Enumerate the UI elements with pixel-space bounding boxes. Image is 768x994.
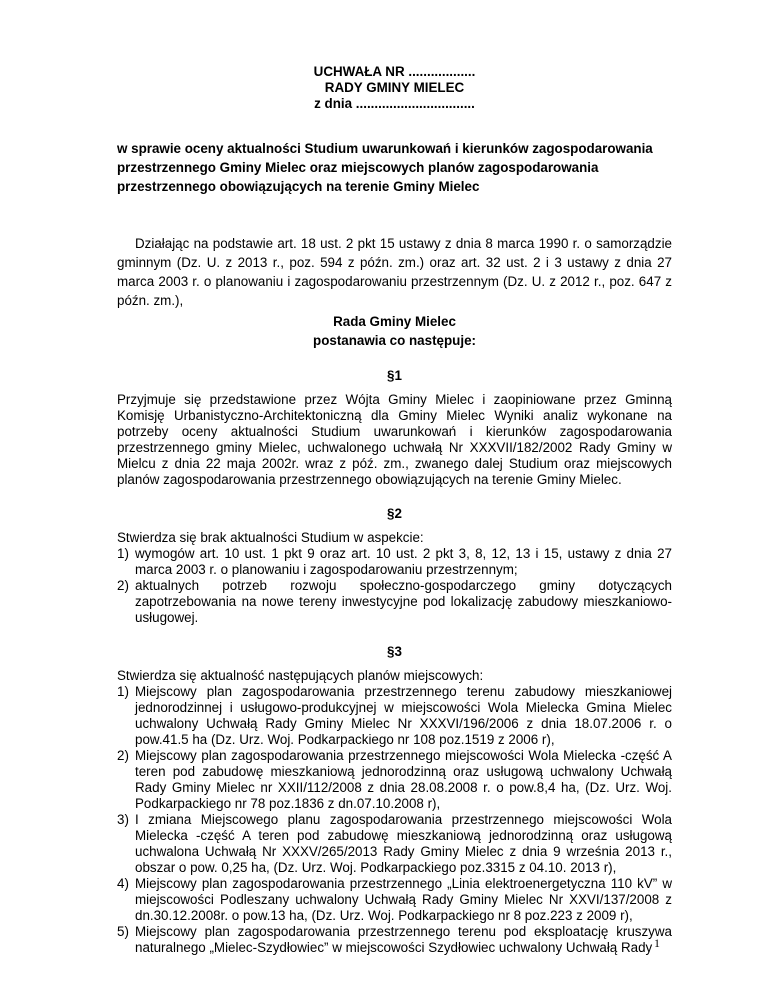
council-decision: [117, 312, 672, 350]
list-item: [117, 684, 672, 748]
list-item: [117, 578, 672, 626]
list-item: [117, 748, 672, 812]
section-3-list: [117, 684, 672, 956]
section-1-text: Przyjmuje się przedstawione przez Wójta Gminy Mielec i zaopiniowane przez Gminną Komisję Urbanistyczno-Architektoniczną dla Gminy Mielec Wyniki analiz wykonane na potrzeby oceny aktualności Studium uwarunkowań i kierunków zagospodarowania przestrzennego gminy Mielec, uchwalonego uchwałą Nr XXXVII/182/2002 Rady Gminy w Mielcu z dnia 22 maja 2002r. wraz z póź. zm., zwanego dalej Studium oraz miejscowych planów zagospodarowania przestrzennego obowiązujących na terenie Gminy Mielec.: [117, 392, 672, 487]
legal-basis-paragraph: Działając na podstawie art. 18 ust. 2 pkt 15 ustawy z dnia 8 marca 1990 r. o samorządzie gminnym (Dz. U. z 2013 r., poz. 594 z późn. zm.) oraz art. 32 ust. 2 i 3 ustawy z dnia 27 marca 2003 r. o planowaniu i zagospodarowaniu przestrzennym (Dz. U. z 2012 r., poz. 647 z późn. zm.),: [117, 236, 672, 308]
list-item-number: 1): [117, 684, 129, 699]
list-item-number: 4): [117, 876, 129, 891]
council-decision-line1: Rada Gminy Mielec: [333, 314, 456, 329]
council-name: RADY GMINY MIELEC: [324, 80, 465, 95]
list-item: [117, 546, 672, 578]
resolution-number: UCHWAŁA NR ..................: [313, 64, 476, 79]
resolution-date: z dnia ................................: [314, 96, 475, 111]
section-2-list: [117, 546, 672, 626]
list-item-text: Miejscowy plan zagospodarowania przestrzennego miejscowości Wola Mielecka -część A teren pod zabudowę mieszkaniową jednorodzinną oraz usługową uchwalony Uchwałą Rady Gminy Mielec nr XXII/112/2008 z dnia 28.08.2008 r. o pow.8,4 ha, (Dz. Urz. Woj. Podkarpackiego nr 78 poz.1836 z dn.07.10.2008 r),: [135, 748, 672, 811]
resolution-header: [117, 64, 672, 112]
list-item-number: 2): [117, 748, 129, 763]
section-2-intro: Stwierdza się brak aktualności Studium w aspekcie:: [117, 530, 424, 545]
list-item-text: I zmiana Miejscowego planu zagospodarowania przestrzennego miejscowości Wola Mielecka -część A teren pod zabudowę mieszkaniową jednorodzinną oraz usługową uchwalona Uchwałą Nr XXXV/265/2013 Rady Gminy Mielec z dnia 9 września 2013 r., obszar o pow. 0,25 ha, (Dz. Urz. Woj. Podkarpackiego poz.3315 z 04.10. 2013 r),: [135, 812, 672, 875]
list-item: [117, 924, 672, 956]
list-item-text: Miejscowy plan zagospodarowania przestrzennego terenu pod eksploatację kruszywa naturalnego „Mielec-Szydłowiec” w miejscowości Szydłowiec uchwalony Uchwałą Rady: [135, 924, 672, 955]
document-page: [117, 64, 672, 956]
list-item-number: 5): [117, 924, 129, 939]
list-item-text: aktualnych potrzeb rozwoju społeczno-gospodarczego gminy dotyczących zapotrzebowania na nowe tereny inwestycyjne pod lokalizację zabudowy mieszkaniowo-usługowej.: [135, 578, 672, 625]
list-item-number: 1): [117, 546, 129, 561]
list-item-text: wymogów art. 10 ust. 1 pkt 9 oraz art. 10 ust. 2 pkt 3, 8, 12, 13 i 15, ustawy z dnia 27 marca 2003 r. o planowaniu i zagospodarowaniu przestrzennym;: [135, 546, 672, 577]
list-item-text: Miejscowy plan zagospodarowania przestrzennego „Linia elektroenergetyczna 110 kV” w miejscowości Podleszany uchwalony Uchwałą Rady Gminy Mielec Nr XXVI/137/2008 z dn.30.12.2008r. o pow.13 ha, (Dz. Urz. Woj. Podkarpackiego nr 8 poz.223 z 2009 r),: [135, 876, 672, 923]
resolution-title: w sprawie oceny aktualności Studium uwarunkowań i kierunków zagospodarowania przestrzennego Gminy Mielec oraz miejscowych planów zagospodarowania przestrzennego obowiązujących na terenie Gminy Mielec: [117, 141, 653, 194]
list-item: [117, 812, 672, 876]
list-item-text: Miejscowy plan zagospodarowania przestrzennego terenu zabudowy mieszkaniowej jednorodzinnej i usługowo-produkcyjnej w miejscowości Wola Mielecka Gmina Mielec uchwalony Uchwałą Rady Gminy Mielec Nr XXXVI/196/2006 z dnia 18.07.2006 r. o pow.41.5 ha (Dz. Urz. Woj. Podkarpackiego nr 108 poz.1519 z 2006 r),: [135, 684, 672, 747]
section-3-intro: Stwierdza się aktualność następujących planów miejscowych:: [117, 668, 484, 683]
list-item: [117, 876, 672, 924]
section-3-heading: §3: [387, 644, 402, 659]
section-1-heading: §1: [387, 368, 402, 383]
section-2-heading: §2: [387, 506, 402, 521]
council-decision-line2: postanawia co następuje:: [313, 333, 476, 348]
list-item-number: 2): [117, 578, 129, 593]
page-number: 1: [654, 936, 660, 950]
list-item-number: 3): [117, 812, 129, 827]
